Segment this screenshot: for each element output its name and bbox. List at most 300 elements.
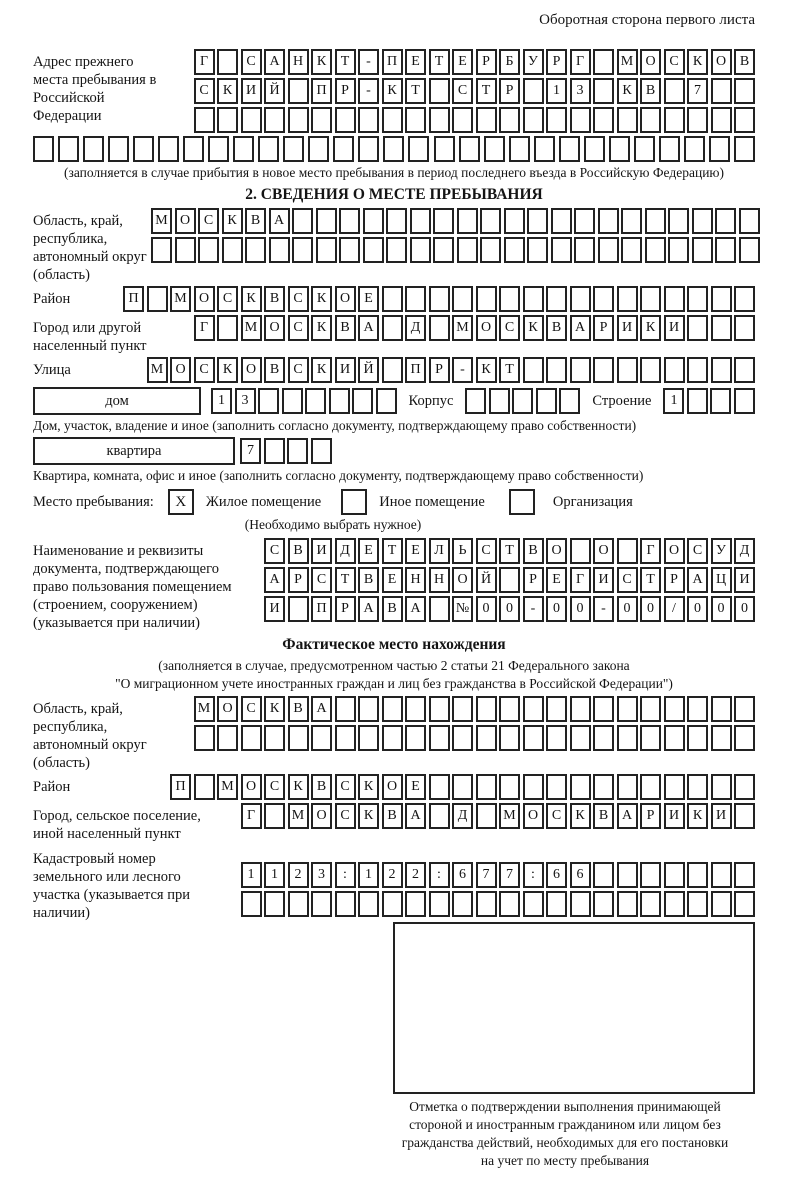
char-cell [664, 696, 685, 722]
previous-address-cells [194, 49, 756, 133]
char-cell [570, 696, 591, 722]
char-cell [509, 136, 530, 162]
char-cell: М [217, 774, 238, 800]
char-cell [574, 237, 595, 263]
char-cell: К [241, 286, 262, 312]
char-cell: А [311, 696, 332, 722]
char-cell [333, 136, 354, 162]
char-cell [476, 107, 497, 133]
char-cell [711, 774, 732, 800]
char-cell [288, 78, 309, 104]
char-cell [283, 136, 304, 162]
section2-title: 2. СВЕДЕНИЯ О МЕСТЕ ПРЕБЫВАНИЯ [245, 186, 543, 203]
char-cell [617, 774, 638, 800]
char-cell [264, 438, 285, 464]
actual-location-note-1: (заполняется в случае, предусмотренном частью 2 статьи 21 Федерального закона [158, 658, 630, 673]
char-cell [523, 725, 544, 751]
char-cell: О [264, 315, 285, 341]
char-cell [476, 803, 497, 829]
char-cell [593, 891, 614, 917]
char-cell [382, 315, 403, 341]
cadastre-label: Кадастровый номер земельного или лесного участка (указывается при наличии) [33, 851, 190, 921]
char-cell [405, 891, 426, 917]
apartment-number-cells [240, 438, 332, 464]
char-cell [584, 136, 605, 162]
char-cell [452, 696, 473, 722]
char-cell: Р [664, 567, 685, 593]
char-cell [217, 315, 238, 341]
char-cell [570, 286, 591, 312]
char-cell: К [523, 315, 544, 341]
char-cell [194, 774, 215, 800]
char-cell: К [222, 208, 243, 234]
street-label: Улица [33, 362, 71, 378]
char-cell [208, 136, 229, 162]
char-cell [593, 862, 614, 888]
char-cell: : [335, 862, 356, 888]
char-cell: В [264, 286, 285, 312]
cell-row [264, 538, 755, 564]
char-cell [282, 388, 303, 414]
char-cell: Г [570, 567, 591, 593]
other-premises-label: Иное помещение [379, 493, 485, 510]
actual-region-row [33, 696, 755, 772]
char-cell [687, 725, 708, 751]
house-row [33, 387, 755, 415]
char-cell [383, 136, 404, 162]
char-cell [621, 237, 642, 263]
char-cell: Н [288, 49, 309, 75]
region-row [33, 208, 755, 284]
char-cell: Л [429, 538, 450, 564]
char-cell: Е [405, 774, 426, 800]
actual-district-cells [170, 774, 755, 800]
char-cell: Г [241, 803, 262, 829]
char-cell: 3 [311, 862, 332, 888]
char-cell [617, 107, 638, 133]
char-cell: Р [335, 596, 356, 622]
char-cell: 0 [734, 596, 755, 622]
char-cell [609, 136, 630, 162]
district-cells [123, 286, 755, 312]
char-cell [593, 78, 614, 104]
char-cell [151, 237, 172, 263]
char-cell: А [269, 208, 290, 234]
char-cell: Т [405, 78, 426, 104]
char-cell: П [123, 286, 144, 312]
char-cell [308, 136, 329, 162]
char-cell [711, 696, 732, 722]
cell-row [151, 208, 760, 234]
char-cell: Й [264, 78, 285, 104]
char-cell: В [245, 208, 266, 234]
char-cell: А [617, 803, 638, 829]
char-cell [570, 891, 591, 917]
char-cell: Т [499, 538, 520, 564]
char-cell: Г [194, 315, 215, 341]
char-cell [593, 725, 614, 751]
char-cell [523, 107, 544, 133]
char-cell: 2 [405, 862, 426, 888]
char-cell: К [382, 78, 403, 104]
char-cell: С [264, 538, 285, 564]
char-cell: С [499, 315, 520, 341]
char-cell: В [264, 357, 285, 383]
char-cell: Т [335, 49, 356, 75]
char-cell [335, 107, 356, 133]
char-cell: О [546, 538, 567, 564]
cell-row [241, 803, 756, 829]
char-cell: 1 [546, 78, 567, 104]
char-cell [133, 136, 154, 162]
previous-address-note: (заполняется в случае прибытия в новое место пребывания в период последнего въезда в Российскую Федерацию) [63, 165, 725, 180]
char-cell [593, 696, 614, 722]
char-cell: В [382, 803, 403, 829]
char-cell: С [198, 208, 219, 234]
char-cell: С [288, 315, 309, 341]
char-cell: А [570, 315, 591, 341]
stay-type-row [33, 489, 755, 515]
char-cell: О [241, 774, 262, 800]
char-cell: - [452, 357, 473, 383]
actual-location-note-2: "О миграционном учете иностранных граждан и лиц без гражданства в Российской Федерации") [115, 676, 673, 691]
char-cell [108, 136, 129, 162]
char-cell [574, 208, 595, 234]
organization-label: Организация [552, 493, 633, 510]
char-cell: П [405, 357, 426, 383]
cell-row [241, 862, 756, 888]
char-cell [363, 208, 384, 234]
char-cell [687, 107, 708, 133]
char-cell: Т [335, 567, 356, 593]
house-number-cells [211, 388, 397, 414]
char-cell [147, 286, 168, 312]
char-cell [241, 107, 262, 133]
char-cell: Р [499, 78, 520, 104]
apartment-note: Квартира, комната, офис и иное (заполнить согласно документу, подтверждающему право собственности) [33, 468, 644, 483]
char-cell: Р [546, 49, 567, 75]
house-box-label: дом [33, 387, 201, 415]
char-cell [734, 78, 755, 104]
char-cell: 0 [617, 596, 638, 622]
char-cell [617, 286, 638, 312]
char-cell: Е [358, 286, 379, 312]
char-cell [452, 725, 473, 751]
char-cell [523, 286, 544, 312]
char-cell [546, 357, 567, 383]
char-cell [734, 696, 755, 722]
street-row [33, 357, 755, 383]
char-cell [405, 725, 426, 751]
char-cell [715, 208, 736, 234]
previous-address-row [33, 49, 755, 133]
char-cell [640, 696, 661, 722]
char-cell: Р [429, 357, 450, 383]
char-cell [711, 357, 732, 383]
char-cell: А [405, 596, 426, 622]
residential-label: Жилое помещение [205, 493, 322, 510]
char-cell [645, 237, 666, 263]
char-cell [687, 774, 708, 800]
char-cell [546, 774, 567, 800]
char-cell [570, 107, 591, 133]
char-cell: Н [429, 567, 450, 593]
char-cell [734, 388, 755, 414]
organization-checkbox [509, 489, 535, 515]
document-cells [264, 538, 755, 622]
char-cell: Й [358, 357, 379, 383]
char-cell [640, 725, 661, 751]
char-cell [734, 315, 755, 341]
char-cell [311, 438, 332, 464]
region-label: Область, край, республика, автономный округ (область) [33, 213, 147, 283]
char-cell [429, 803, 450, 829]
char-cell [58, 136, 79, 162]
char-cell: Г [570, 49, 591, 75]
char-cell [382, 357, 403, 383]
char-cell [499, 774, 520, 800]
char-cell [33, 136, 54, 162]
char-cell: К [687, 49, 708, 75]
char-cell: С [241, 696, 262, 722]
char-cell [480, 208, 501, 234]
char-cell: М [241, 315, 262, 341]
stamp-note-line: гражданства действий, необходимых для его постановки [401, 1135, 729, 1150]
char-cell [640, 357, 661, 383]
char-cell: 3 [570, 78, 591, 104]
char-cell [546, 107, 567, 133]
char-cell: 1 [264, 862, 285, 888]
cell-row [241, 891, 756, 917]
char-cell: И [711, 803, 732, 829]
street-cells [147, 357, 756, 383]
char-cell: Е [382, 567, 403, 593]
district-label: Район [33, 291, 71, 307]
char-cell: О [311, 803, 332, 829]
char-cell [734, 136, 755, 162]
char-cell [634, 136, 655, 162]
char-cell: К [640, 315, 661, 341]
char-cell [598, 208, 619, 234]
char-cell: Д [405, 315, 426, 341]
char-cell: 6 [570, 862, 591, 888]
char-cell [484, 136, 505, 162]
char-cell [734, 862, 755, 888]
char-cell: 7 [240, 438, 261, 464]
actual-city-cells [241, 803, 756, 829]
char-cell: П [311, 78, 332, 104]
char-cell [386, 208, 407, 234]
char-cell: 1 [241, 862, 262, 888]
residential-checkbox: X [168, 489, 194, 515]
char-cell [339, 237, 360, 263]
char-cell [329, 388, 350, 414]
char-cell [217, 107, 238, 133]
document-row [33, 538, 755, 632]
char-cell: О [476, 315, 497, 341]
actual-region-cells [194, 696, 756, 751]
other-premises-checkbox [341, 489, 367, 515]
char-cell [523, 891, 544, 917]
char-cell [499, 286, 520, 312]
char-cell [288, 107, 309, 133]
char-cell [382, 107, 403, 133]
cell-row [194, 78, 756, 104]
korpus-label: Корпус [408, 392, 454, 409]
char-cell [710, 388, 731, 414]
char-cell [429, 107, 450, 133]
char-cell [512, 388, 533, 414]
char-cell: М [452, 315, 473, 341]
char-cell [480, 237, 501, 263]
char-cell: 7 [476, 862, 497, 888]
char-cell: К [311, 315, 332, 341]
stamp-note-line: стороной и иностранным гражданином или лицом без [409, 1117, 721, 1132]
char-cell [459, 136, 480, 162]
char-cell [476, 891, 497, 917]
char-cell: 2 [288, 862, 309, 888]
char-cell [640, 862, 661, 888]
char-cell [429, 774, 450, 800]
char-cell: К [264, 696, 285, 722]
char-cell: 0 [499, 596, 520, 622]
char-cell [288, 725, 309, 751]
char-cell: С [335, 803, 356, 829]
char-cell: - [593, 596, 614, 622]
char-cell: Д [734, 538, 755, 564]
char-cell [429, 596, 450, 622]
char-cell [570, 357, 591, 383]
char-cell [523, 78, 544, 104]
char-cell: С [452, 78, 473, 104]
char-cell: С [617, 567, 638, 593]
city-label: Город или другой населенный пункт [33, 320, 147, 354]
char-cell [183, 136, 204, 162]
char-cell [264, 891, 285, 917]
char-cell [664, 774, 685, 800]
char-cell: А [687, 567, 708, 593]
stroenie-label: Строение [592, 392, 652, 409]
apartment-row [33, 437, 755, 465]
char-cell: В [734, 49, 755, 75]
char-cell: Т [640, 567, 661, 593]
char-cell: М [499, 803, 520, 829]
char-cell [352, 388, 373, 414]
char-cell: 0 [546, 596, 567, 622]
stroenie-cells [663, 388, 755, 414]
char-cell [687, 862, 708, 888]
char-cell: В [288, 696, 309, 722]
char-cell [527, 237, 548, 263]
char-cell [659, 136, 680, 162]
char-cell: 6 [546, 862, 567, 888]
char-cell [570, 774, 591, 800]
char-cell: Е [452, 49, 473, 75]
char-cell [499, 725, 520, 751]
char-cell: П [311, 596, 332, 622]
char-cell [692, 208, 713, 234]
char-cell [465, 388, 486, 414]
char-cell: 1 [211, 388, 232, 414]
stay-type-label: Место пребывания: [33, 493, 154, 510]
char-cell: Б [499, 49, 520, 75]
char-cell [687, 357, 708, 383]
char-cell: Г [194, 49, 215, 75]
char-cell [429, 696, 450, 722]
char-cell: А [405, 803, 426, 829]
char-cell [429, 78, 450, 104]
char-cell: О [640, 49, 661, 75]
char-cell: Д [335, 538, 356, 564]
char-cell: 0 [711, 596, 732, 622]
char-cell [258, 388, 279, 414]
char-cell: 6 [452, 862, 473, 888]
char-cell: Ц [711, 567, 732, 593]
char-cell [452, 107, 473, 133]
char-cell [358, 136, 379, 162]
char-cell [687, 388, 708, 414]
char-cell: 0 [476, 596, 497, 622]
char-cell: В [358, 567, 379, 593]
cell-row [194, 696, 756, 722]
char-cell: 0 [570, 596, 591, 622]
char-cell [711, 107, 732, 133]
char-cell [499, 107, 520, 133]
char-cell [429, 315, 450, 341]
actual-city-row [33, 803, 755, 843]
char-cell: А [358, 596, 379, 622]
char-cell [668, 208, 689, 234]
char-cell: С [335, 774, 356, 800]
char-cell [593, 357, 614, 383]
char-cell: Р [288, 567, 309, 593]
char-cell: К [311, 286, 332, 312]
char-cell: О [523, 803, 544, 829]
char-cell: И [241, 78, 262, 104]
char-cell: В [335, 315, 356, 341]
char-cell: К [476, 357, 497, 383]
char-cell: 2 [382, 862, 403, 888]
char-cell [264, 803, 285, 829]
char-cell [559, 388, 580, 414]
char-cell: О [217, 696, 238, 722]
char-cell [504, 237, 525, 263]
char-cell [711, 78, 732, 104]
char-cell: В [288, 538, 309, 564]
char-cell [734, 725, 755, 751]
char-cell: К [687, 803, 708, 829]
char-cell [593, 107, 614, 133]
char-cell: С [687, 538, 708, 564]
char-cell: У [523, 49, 544, 75]
actual-city-label: Город, сельское поселение, иной населенный пункт [33, 808, 201, 842]
char-cell: Н [405, 567, 426, 593]
cell-row [147, 357, 756, 383]
char-cell [664, 78, 685, 104]
char-cell: М [151, 208, 172, 234]
char-cell: Е [405, 538, 426, 564]
char-cell [382, 696, 403, 722]
char-cell [734, 107, 755, 133]
char-cell [546, 696, 567, 722]
char-cell [559, 136, 580, 162]
char-cell [288, 891, 309, 917]
cell-row [194, 315, 756, 341]
char-cell [687, 315, 708, 341]
char-cell: К [358, 803, 379, 829]
char-cell [664, 725, 685, 751]
char-cell: К [217, 78, 238, 104]
